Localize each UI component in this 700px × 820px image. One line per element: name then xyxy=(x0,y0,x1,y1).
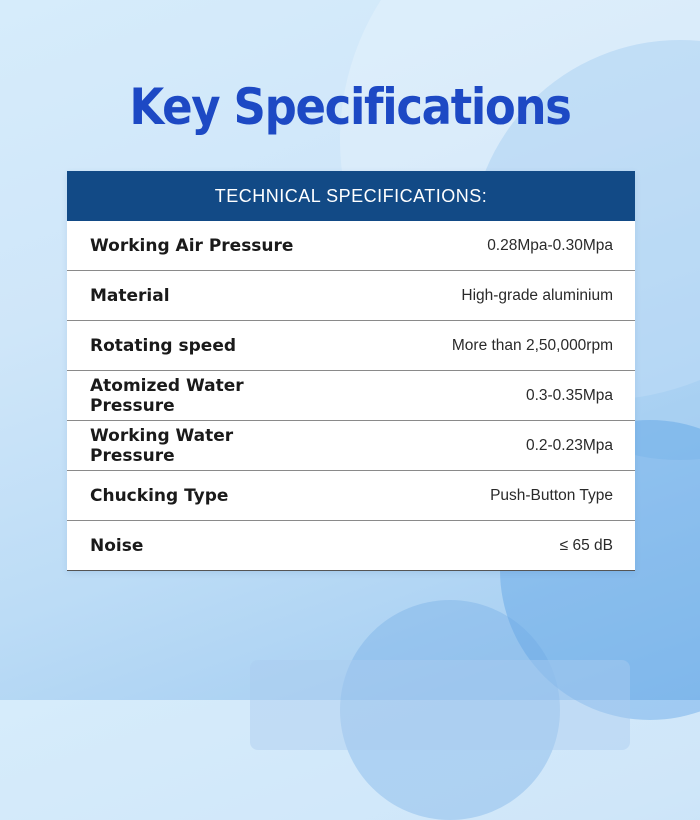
spec-row xyxy=(67,421,635,471)
spec-row xyxy=(67,371,635,421)
spec-label: Material xyxy=(90,285,170,306)
spec-row xyxy=(67,321,635,371)
spec-label: Noise xyxy=(90,535,144,556)
table-header: TECHNICAL SPECIFICATIONS: xyxy=(67,171,635,221)
spec-value: 0.28Mpa-0.30Mpa xyxy=(487,236,613,254)
spec-table xyxy=(67,171,635,571)
page-title: Key Specifications xyxy=(129,78,571,136)
spec-label: Chucking Type xyxy=(90,485,229,506)
spec-row xyxy=(67,521,635,571)
spec-row xyxy=(67,471,635,521)
spec-row xyxy=(67,271,635,321)
spec-value: 0.2-0.23Mpa xyxy=(525,436,613,454)
background-circle xyxy=(340,600,560,820)
spec-value: More than 2,50,000rpm xyxy=(451,336,613,354)
spec-value: High-grade aluminium xyxy=(461,286,613,304)
spec-label: Working Water Pressure xyxy=(90,425,234,466)
spec-value: 0.3-0.35Mpa xyxy=(525,386,613,404)
spec-value: Push-Button Type xyxy=(490,486,613,504)
spec-label: Atomized Water Pressure xyxy=(90,375,244,416)
spec-label: Working Air Pressure xyxy=(90,235,294,256)
spec-row xyxy=(67,221,635,271)
background-shape xyxy=(250,660,630,750)
spec-value: ≤ 65 dB xyxy=(559,536,613,554)
spec-label: Rotating speed xyxy=(90,335,237,356)
